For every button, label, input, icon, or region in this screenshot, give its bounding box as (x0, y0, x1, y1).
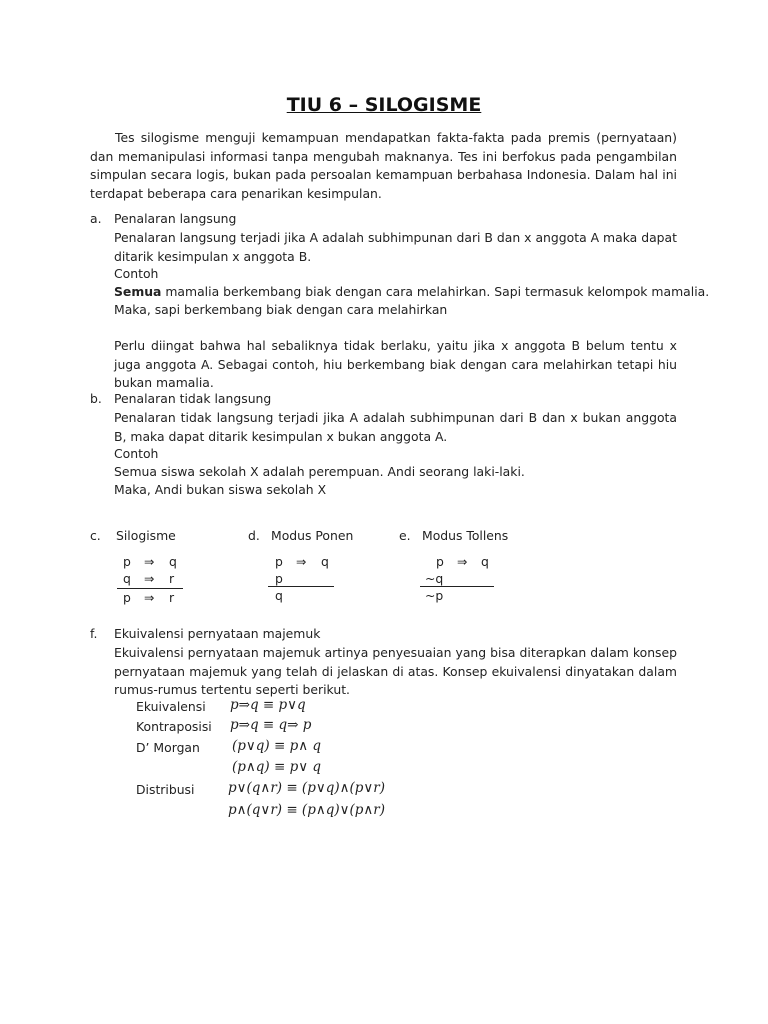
section-e-heading: Modus Tollens (422, 528, 509, 543)
section-a-conclusion: Maka, sapi berkembang biak dengan cara melahirkan (114, 302, 448, 317)
section-b-contoh: Contoh (114, 446, 159, 461)
section-a-contoh: Contoh (114, 266, 159, 281)
section-a-body: Penalaran langsung terjadi jika A adalah subhimpunan dari B dan x anggota A maka dapat ditarik kesimpulan x anggota B. (114, 230, 677, 264)
section-a-note: Perlu diingat bahwa hal sebaliknya tidak berlaku, yaitu jika x anggota B belum tentu x juga anggota A. Sebagai contoh, hiu berkembang biak dengan cara melahirkan tetapi hiu bukan mamalia. (114, 338, 677, 390)
section-b-heading: Penalaran tidak langsung (114, 391, 272, 406)
formula-label-ekuivalensi: Ekuivalensi (136, 699, 206, 714)
section-a-heading: Penalaran langsung (114, 211, 237, 226)
section-d-marker: d. (248, 528, 260, 543)
formula-kontraposisi: p⇒q ≡ q⇒ p (230, 717, 312, 733)
d-r1-p: p (275, 554, 283, 569)
c-r3-p: p (123, 590, 131, 605)
c-r3-implies: ⇒ (144, 590, 155, 605)
page-title: TIU 6 – SILOGISME (286, 94, 482, 116)
section-a-example (114, 284, 709, 299)
formula-distribusi-2: p∧(q∨r) ≡ (p∧q)∨(p∧r) (228, 802, 386, 818)
e-r1-p: p (436, 554, 444, 569)
formula-label-kontraposisi: Kontraposisi (136, 719, 212, 734)
section-b-conclusion: Maka, Andi bukan siswa sekolah X (114, 482, 327, 497)
section-f-body: Ekuivalensi pernyataan majemuk artinya penyesuaian yang bisa diterapkan dalam konsep pernyataan majemuk yang telah di jelaskan di atas. Konsep ekuivalensi dinyatakan dalam rumus-rumus tertentu seperti berikut. (114, 645, 677, 697)
section-a-example-bold: Semua (114, 284, 162, 299)
section-b-marker: b. (90, 391, 102, 406)
section-c-heading: Silogisme (116, 528, 176, 543)
c-r2-q: q (123, 571, 131, 586)
section-f-marker: f. (90, 626, 98, 641)
d-rule (268, 586, 334, 587)
d-r2-p: p (275, 571, 283, 586)
formula-ekuivalensi: p⇒q ≡ p∨q (230, 697, 306, 713)
c-r1-implies: ⇒ (144, 554, 155, 569)
c-r3-r: r (169, 590, 175, 605)
d-r3-q: q (275, 588, 283, 603)
section-c-marker: c. (90, 528, 101, 543)
d-r1-implies: ⇒ (296, 554, 307, 569)
formula-distribusi-1: p∨(q∧r) ≡ (p∨q)∧(p∨r) (228, 780, 386, 796)
c-r1-q: q (169, 554, 177, 569)
e-rule (420, 586, 494, 587)
c-r2-implies: ⇒ (144, 571, 155, 586)
section-f-heading: Ekuivalensi pernyataan majemuk (114, 626, 321, 641)
d-r1-q: q (321, 554, 329, 569)
section-d-heading: Modus Ponen (271, 528, 354, 543)
c-r2-r: r (169, 571, 175, 586)
formula-de-morgan-2: (p∧q) ≡ p∨ q (232, 759, 322, 775)
intro-paragraph: Tes silogisme menguji kemampuan mendapatkan fakta-fakta pada premis (pernyataan) dan memanipulasi informasi tanpa mengubah maknanya. Tes ini berfokus pada pengambilan simpulan secara logis, bukan pada persoalan kemampuan berbahasa Indonesia. Dalam hal ini terdapat beberapa cara penarikan kesimpulan. (90, 130, 677, 201)
section-a-example-rest: mamalia berkembang biak dengan cara melahirkan. Sapi termasuk kelompok mamalia. (161, 284, 710, 299)
section-e-marker: e. (399, 528, 411, 543)
c-rule (117, 588, 183, 589)
c-r1-p: p (123, 554, 131, 569)
section-b-example: Semua siswa sekolah X adalah perempuan. Andi seorang laki-laki. (114, 464, 525, 479)
e-r3-notp: ~p (425, 588, 444, 603)
e-r1-q: q (481, 554, 489, 569)
e-r2-notq: ~q (425, 571, 444, 586)
formula-de-morgan-1: (p∨q) ≡ p∧ q (232, 738, 322, 754)
e-r1-implies: ⇒ (457, 554, 468, 569)
section-b-body: Penalaran tidak langsung terjadi jika A adalah subhimpunan dari B dan x bukan anggota B, maka dapat ditarik kesimpulan x bukan anggota A. (114, 410, 677, 444)
section-a-marker: a. (90, 211, 102, 226)
formula-label-distribusi: Distribusi (136, 782, 195, 797)
formula-label-de-morgan: D’ Morgan (136, 740, 200, 755)
